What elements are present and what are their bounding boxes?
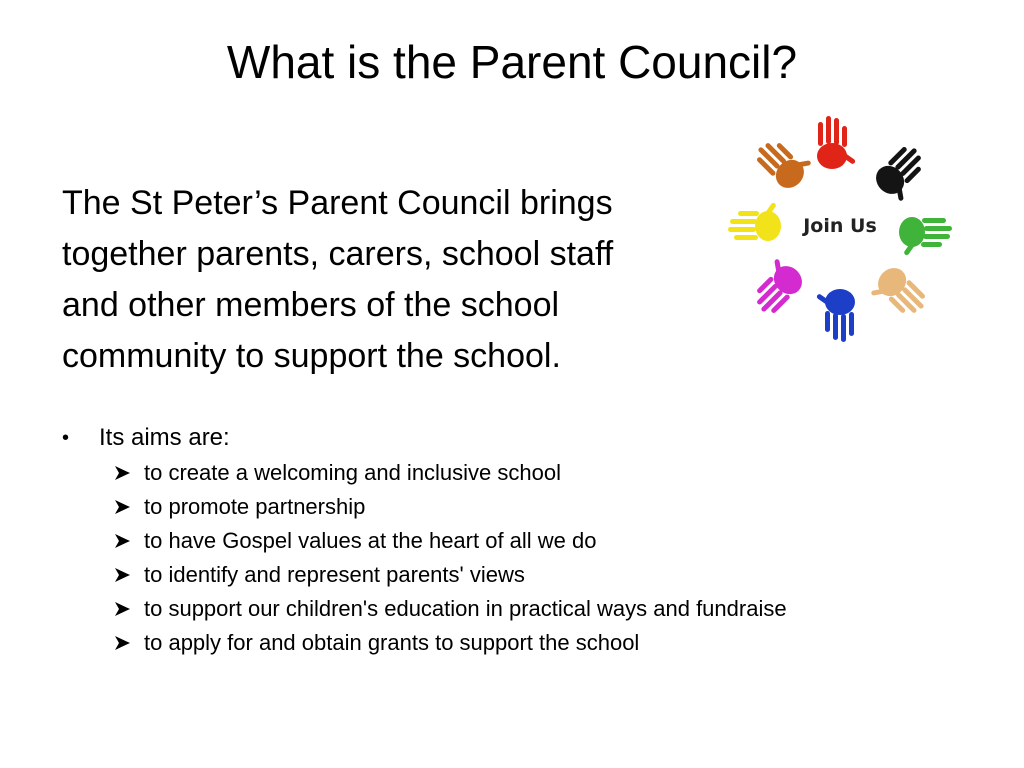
intro-line: and other members of the school <box>62 286 560 324</box>
hand-icon-red <box>817 116 856 169</box>
hand-icon-black <box>870 141 935 206</box>
list-item <box>62 558 962 592</box>
join-us-handprints-graphic <box>720 104 964 352</box>
aims-heading: Its aims are: <box>99 424 230 451</box>
hand-icon-blue <box>816 289 855 342</box>
list-item <box>62 490 962 524</box>
bullet-dot-icon: • <box>62 427 70 449</box>
hand-icon-orange <box>751 129 816 194</box>
aim-text: to have Gospel values at the heart of all we do <box>144 528 597 553</box>
list-item <box>62 592 962 626</box>
arrow-bullet-icon <box>114 601 144 617</box>
hand-icon-peach <box>866 262 931 327</box>
aim-text: to create a welcoming and inclusive school <box>144 460 562 485</box>
arrow-bullet-icon <box>114 499 144 515</box>
slide-title: What is the Parent Council? <box>226 36 798 88</box>
hand-icon-yellow <box>728 202 781 241</box>
aim-text: to support our children's education in practical ways and fundraise <box>144 596 787 621</box>
arrow-bullet-icon <box>114 567 144 583</box>
list-item <box>62 626 962 660</box>
list-item <box>62 524 962 558</box>
intro-line: The St Peter’s Parent Council brings <box>62 184 613 222</box>
aim-text: to apply for and obtain grants to support the school <box>144 630 640 655</box>
hand-icon-green <box>899 217 952 256</box>
intro-paragraph <box>62 178 712 382</box>
join-us-label: Join Us <box>803 215 877 237</box>
list-item <box>62 456 962 490</box>
aim-text: to promote partnership <box>144 494 366 519</box>
hand-icon-magenta <box>743 254 808 319</box>
arrow-bullet-icon <box>114 465 144 481</box>
aims-heading-row <box>62 420 962 456</box>
arrow-bullet-icon <box>114 533 144 549</box>
arrow-bullet-icon <box>114 635 144 651</box>
intro-line: community to support the school. <box>62 337 561 375</box>
aim-text: to identify and represent parents' views <box>144 562 525 587</box>
aims-section <box>62 420 962 660</box>
aims-list <box>62 456 962 660</box>
intro-line: together parents, carers, school staff <box>62 235 614 273</box>
